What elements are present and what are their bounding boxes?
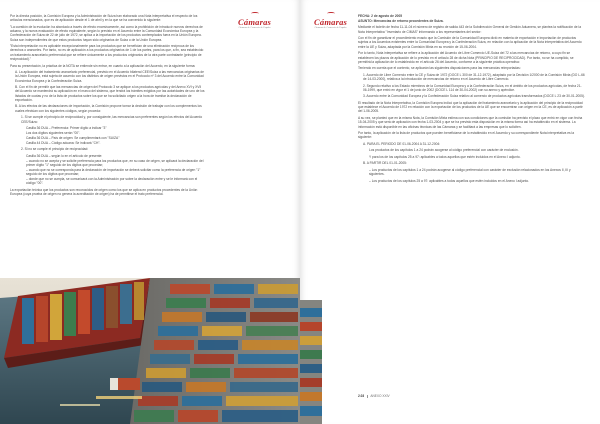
numbered-subitem: Casilla 36 DUA – según lo en el artículo de presente: bbox=[26, 153, 103, 158]
numbered-subitem: Casilla 36 DUA – Preferencia: Primer dígito a indicar "3" bbox=[26, 126, 107, 131]
header-date: FECHA: 2 de agosto de 2005 bbox=[358, 14, 403, 18]
logo-text: Cámaras bbox=[238, 16, 272, 27]
paragraph: Por lo tanto, Nota interpretativa se refiere a la aplicación del Acuerdo de Libre Comercio UE-Suiza del 72 a las mercancías de retorno, a cuyo fin se establecen los plazos de aplicación de lo previsto en el artículo 28 de dicha Nota (PRINCIPIO DE RECIPROCIDAD). Por tanto, no se ha cumplido, se permitirá la aplicación de lo establecido en el artículo 26 del Acuerdo, conforme a la siguiente práctica operativa: bbox=[358, 51, 574, 64]
paragraph: Para su presentación, la práctica de la NOTA se entiende sin entrar, en cuanto a la aplicación del Acuerdo, en la siguiente forma: bbox=[10, 63, 196, 68]
lettered-subitem: Los productos de los capítulos 1 a 24 podrán acogerse al código preferencial con carácter de exclusión. bbox=[369, 148, 519, 153]
numbered-subitem: – donde que no se cumpla, se comunicará con la Administración por sobre la declaración entre y se le informará con el código "00". bbox=[26, 176, 198, 186]
logo-subtitle: Cámaras de Comercio de España bbox=[314, 27, 347, 29]
numbered-item: 1. Si se cumple el principio de reciprocidad y, por consiguiente, las mercancías son preferentes según los efectos del Acuerdo CEE/Suiza: bbox=[21, 115, 203, 124]
container-ship-image bbox=[0, 278, 300, 424]
harbor-photo-edge bbox=[300, 300, 322, 424]
logo-text: Cámaras bbox=[314, 16, 348, 27]
page-footer bbox=[358, 394, 390, 398]
list-item-a: B. Con el fin de permitir que las mercancías de origen del Protocolo 3 se aplique a los productos agrícolas y del Anexo XVI y XVII del Acuerdo se mantendrá su aplicación en el marco del sistema, que tendrá los trámites exigidos por las autoridades de uno de los listados de cuotas y no de la lista de productos sobre los que se ha solicitado origen a la hora de tramitar la declaración de exportación. bbox=[15, 85, 205, 102]
numbered-subitem: – cuando que no se corresponda para la declaración de importación se deberá solicitar como la preferencia de origen "1" seguido de los dígitos que procedan; bbox=[26, 167, 201, 177]
numbered-subitem: Los dos dígitos siguientes serán "00". bbox=[26, 130, 81, 135]
numbered-item: 2. Segundo relativo a los Estado miembros de la Comunidad Europea y a la Confederación Suiza, en el ámbito de los productos agrícolas, de fecha 21-06-1999, que entró en vigor el 1 de junio de 2002 (DOCE L 114 de 30-04-2002) con su anexo y apéndice. bbox=[363, 83, 582, 92]
right-page bbox=[300, 0, 600, 424]
numbered-subitem: Casilla 44 DUA – Código aduana: Se indicará "CH". bbox=[26, 140, 101, 145]
lettered-subitem: – Los productos de los capítulos 1 a 24 podrán acogerse al código preferencial con carácter de exclusión relacionados en los Anexos II, III y siguientes. bbox=[369, 167, 571, 177]
paragraph: Teniendo en cuenta que el contexto, se aplicarán las siguientes disposiciones para las mercancías reimportadas: bbox=[358, 66, 521, 71]
numbered-item: 2. Si no se cumple el principio de reciprocidad: bbox=[21, 147, 89, 152]
logo-subtitle: Cámaras de Comercio de España bbox=[238, 27, 271, 29]
section-label: ANEXO XXIV bbox=[370, 394, 390, 398]
lettered-item: B. A PARTIR DEL 01-01-2005: bbox=[363, 161, 407, 166]
paragraph: "Esta interpretación no es aplicable excepcionalmente para los productos que se benefician de una eliminación recíproca de los derechos o aranceles. Por tanto, no es de aplicación a los productos originarios de 1 de los partes, para los que, a fin, sea establecido un tratamiento arancelario preferencial que se refiere únicamente a los productos originarios de la otra parte contratante (principio de reciprocidad)." bbox=[10, 44, 204, 62]
paragraph: A su vez, se planteó que en la misma Nota, la Comisión Mixta estima con sus condiciones que la comisión ha previsto el plazo que entró en vigor con fecha 15-04-2005 y que será de aplicación con fecha 1-03-2004 y que se ha previsto esta disposición en la misma forma así ha establecido en el sistema. La información está disponible en las oficinas técnicas de las Cámaras y se facilitará a las empresas que lo soliciten. bbox=[358, 115, 583, 129]
paragraph: Con el fin de garantizar el procedimiento exacto que la Comisión de la Comunidad Europea dictó en materia de exportación e importación de productos sujetos a los Acuerdos existentes entre la Comunidad Europea y la Confederación Suiza, en relación con la aplicación de la Nota interpretativa del Acuerdo entre la UE y Suiza, adaptada por la Comisión Mixta en su reunión de 15-06-2004. bbox=[358, 36, 582, 49]
lettered-item: A. PARA EL PERIODO DE 01-06-2004 A 31-12-2004: bbox=[363, 141, 441, 146]
container-yard-edge-image bbox=[300, 300, 322, 424]
camaras-logo bbox=[314, 14, 347, 29]
right-text-column bbox=[358, 14, 586, 185]
logo-arc-icon bbox=[321, 14, 341, 16]
harbor-photo bbox=[0, 278, 300, 424]
logo-arc-icon bbox=[245, 14, 265, 16]
numbered-subitem: Casilla 36 DUA – País de origen: Se cumplimentará con "SUIZA" bbox=[26, 135, 120, 140]
lettered-subitem: – Los productos de los capítulos 25 a 97: aplicables a todos aquellos que estén incluidos en el Anexo I adjunto. bbox=[369, 178, 530, 183]
numbered-item: 3. Acuerdo entre la Comunidad Europea y la Confederación Suiza relativo al comercio de productos agrícolas transformados (DOCE L 23 de 30-01-2005). bbox=[363, 94, 585, 99]
paragraph: Mediante el boletín de fecha 11-11-04 el número de registro de salida 443 de la Subdirección General de Gestión Aduanera, se plantea la notificación de la Nota Interpretativa "Inventario de CIMAS" informando a los representantes del sector: bbox=[358, 25, 582, 34]
list-item-b-intro: B. A los efectos de las declaraciones de importación, la Comisión propone tomar la decisión de trabajar con los complementos los cuales efectúan con los siguientes códigos, según proceda: bbox=[15, 104, 202, 113]
closing-paragraph: La exportación teórica que los productos son reconocidos de origen como los que se aplica en productos procedentes de la Unión Europea (cuya prueba de origen no genera la acreditación de origen) ha de permitirse el trato preferencial. bbox=[10, 187, 198, 197]
left-text-column bbox=[10, 14, 206, 199]
numbered-item: 1. Acuerdo de Libre Comercio entre la CE y Suiza de 1972 (DOCE L 300 de 31-12-1972), adaptado por la Decisión 1/2000 de la Comisión Mixta (DO L-66 de 14-03-2000), relativa a la introducción de mercancías de retorno en el Acuerdo de Libre Comercio. bbox=[363, 72, 585, 82]
paragraph: Por tanto, la aplicación de la lista de productos que pueden beneficiarse de lo establecido en el Acuerdo y su correspondiente Nota interpretativa es la siguiente: bbox=[358, 131, 575, 140]
camaras-logo bbox=[238, 14, 271, 29]
numbered-subitem: – cuando no se acepta y se solicite preferencia para los productos que, en su caso de origen, se aplicará la declaración del primer dígito "1" seguido de los dígitos que procedan; bbox=[26, 158, 204, 167]
lettered-subitem: Y para los de los capítulos 25 a 97: aplicables a todos aquellos que estén incluidos en el Anexo I adjunto. bbox=[369, 154, 521, 159]
paragraph: "La cuestión de la evolución ha abordado a través de efecto excesivamente, así como la prohibición de introducir nuevos derechos de aduana, y la nueva evaluación de efecto equivalente, según lo previsto en el Acuerdo entre la Comunidad Económica Europea y la Confederación de Suiza de 22 de julio de 1972, se aplica a la importación de los productos contemplados fuera en la Unión Europea. Suiza son independientes de que estos productos hayan sido originarios de Suiza o de la Unión Europea. bbox=[10, 24, 203, 42]
paragraph: Por la directa posición, la Comisión Europea y la Administración de Suiza han elaborado una Nota interpretativa el respecto de los artículos mencionados, que es de aplicación desde el 1 de abril y en la que se ha convenido lo siguiente: bbox=[10, 14, 198, 23]
footer-divider bbox=[367, 395, 368, 398]
list-item-a: A. La aplicación del tratamiento arancelario preferencial, previsto en el Acuerdo bilateral CEE/Suiza a las mercancías originarias de la Unión Europea, está sujeta de acuerdo con los distintos de origen previstos en el Protocolo nº 3 del Acuerdo entre la Comunidad Económica Europea y la Confederación Suiza. bbox=[15, 70, 204, 83]
page-number: 2.03 bbox=[358, 394, 365, 398]
paragraph: El resultado de la Nota Interpretativa, la Comisión Europea indicó que la aplicación del tratamiento arancelario y la aplicación del principio de la reciprocidad que establece el Acuerdo de 1972 en relación con la exportación de los productos de la UE que se encuentran con origen en la CE, es de aplicación a partir del 1-06-2005. bbox=[358, 100, 583, 114]
header-subject: ASUNTO: Mercancías de retorno procedentes de Suiza. bbox=[358, 18, 444, 23]
